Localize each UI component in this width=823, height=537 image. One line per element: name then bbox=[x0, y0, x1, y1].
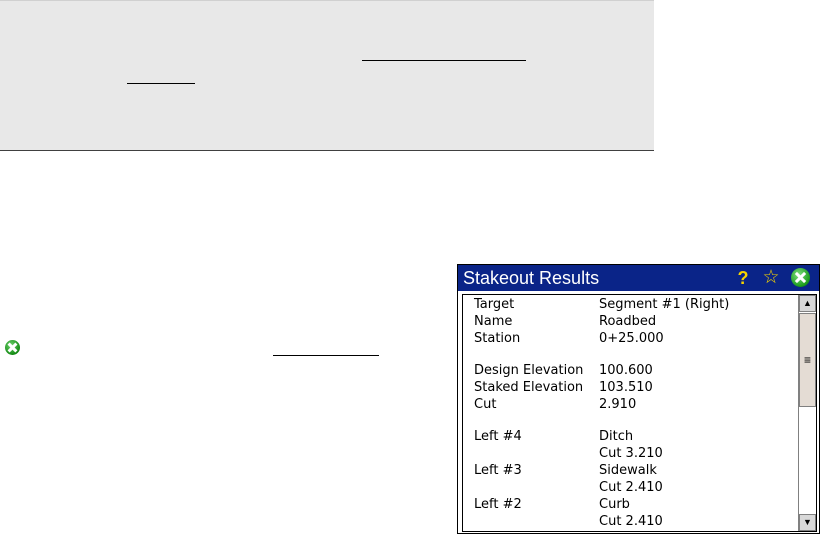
title-bar-icons bbox=[728, 265, 819, 291]
underline-2 bbox=[127, 83, 195, 84]
result-label: Left #4 bbox=[474, 429, 522, 444]
window-title: Stakeout Results bbox=[463, 268, 600, 288]
result-row bbox=[474, 313, 794, 330]
result-row bbox=[474, 296, 794, 313]
result-row bbox=[474, 513, 794, 530]
underline-1 bbox=[362, 60, 526, 61]
result-row bbox=[474, 330, 794, 347]
result-row bbox=[474, 362, 794, 379]
result-row bbox=[474, 462, 794, 479]
stakeout-results-window bbox=[457, 264, 820, 534]
result-label: Target bbox=[474, 297, 515, 312]
top-panel bbox=[0, 0, 654, 151]
scrollbar[interactable] bbox=[798, 295, 816, 531]
result-label: Name bbox=[474, 314, 513, 329]
result-label: Left #3 bbox=[474, 463, 522, 478]
title-bar bbox=[458, 265, 819, 291]
result-value: Curb bbox=[599, 497, 630, 512]
result-value: Cut 2.410 bbox=[599, 480, 663, 495]
result-row bbox=[474, 428, 794, 445]
result-value: Cut 2.410 bbox=[599, 514, 663, 529]
result-label: Station bbox=[474, 331, 521, 346]
star-icon[interactable]: ☆ bbox=[762, 267, 780, 288]
result-value: Segment #1 (Right) bbox=[599, 297, 730, 312]
result-value: Sidewalk bbox=[599, 463, 657, 478]
close-icon[interactable] bbox=[791, 268, 810, 287]
underline-3 bbox=[273, 355, 379, 356]
result-row bbox=[474, 379, 794, 396]
close-icon bbox=[5, 340, 20, 355]
scroll-down-button[interactable]: ▼ bbox=[799, 514, 816, 531]
result-label: Cut bbox=[474, 397, 497, 412]
result-value: 103.510 bbox=[599, 380, 653, 395]
result-row bbox=[474, 479, 794, 496]
result-value: 100.600 bbox=[599, 363, 653, 378]
result-label: Left #2 bbox=[474, 497, 522, 512]
result-label: Staked Elevation bbox=[474, 380, 584, 395]
result-value: 0+25.000 bbox=[599, 331, 664, 346]
result-value: Roadbed bbox=[599, 314, 657, 329]
spacer-row bbox=[474, 413, 794, 428]
result-label: Design Elevation bbox=[474, 363, 584, 378]
results-list bbox=[462, 294, 817, 532]
result-row bbox=[474, 445, 794, 462]
help-icon[interactable]: ? bbox=[737, 268, 749, 288]
scroll-up-button[interactable]: ▲ bbox=[799, 295, 816, 312]
result-value: Cut 3.210 bbox=[599, 446, 663, 461]
results-rows bbox=[474, 296, 794, 530]
result-row bbox=[474, 396, 794, 413]
result-row bbox=[474, 496, 794, 513]
result-value: 2.910 bbox=[599, 397, 637, 412]
spacer-row bbox=[474, 347, 794, 362]
scroll-thumb[interactable]: ≡ bbox=[799, 313, 816, 407]
result-value: Ditch bbox=[599, 429, 634, 444]
